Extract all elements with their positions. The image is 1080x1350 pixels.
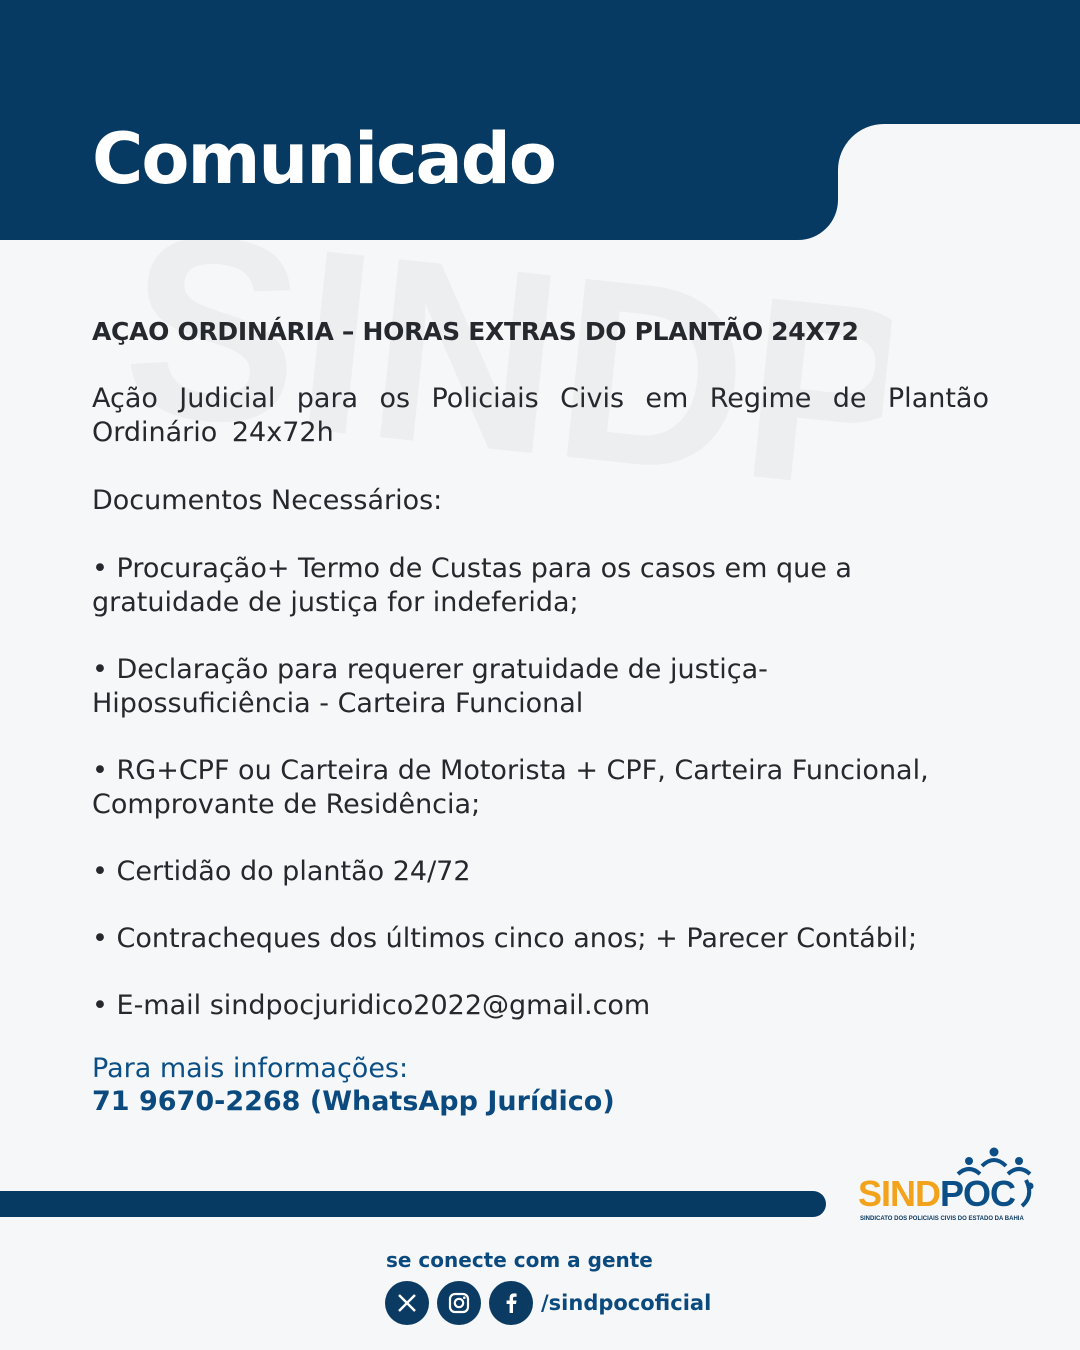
document-item: • Contracheques dos últimos cinco anos; + Parecer Contábil; (92, 923, 918, 954)
logo-subtitle: SINDICATO DOS POLICIAIS CIVIS DO ESTADO DA BAHIA (860, 1216, 1024, 1222)
email-item: • E-mail sindpocjuridico2022@gmail.com (92, 990, 651, 1021)
document-item: • RG+CPF ou Carteira de Motorista + CPF, Carteira Funcional, Comprovante de Residência; (92, 755, 929, 820)
sindpoc-logo (858, 1146, 1038, 1228)
social-links (385, 1281, 711, 1325)
announcement-intro: Ação Judicial para os Policiais Civis em Regime de Plantão Ordinário 24x72h (92, 383, 989, 448)
logo-wordmark: SINDPOC (858, 1173, 1016, 1214)
contact-info (92, 1052, 615, 1118)
x-icon[interactable] (385, 1281, 429, 1325)
contact-label: Para mais informações: (92, 1053, 409, 1084)
document-item: • Certidão do plantão 24/72 (92, 856, 471, 887)
facebook-icon[interactable] (489, 1281, 533, 1325)
header-corner (790, 196, 838, 240)
documents-label: Documentos Necessários: (92, 485, 443, 516)
document-item: • Procuração+ Termo de Custas para os casos em que a gratuidade de justiça for indeferida; (92, 553, 852, 618)
footer-bar (0, 1191, 826, 1217)
announcement-body (92, 316, 989, 1056)
document-item: • Declaração para requerer gratuidade de justiça- Hipossuficiência - Carteira Funcional (92, 654, 768, 719)
social-handle[interactable]: /sindpocoficial (541, 1291, 712, 1315)
header-notch (838, 124, 1080, 254)
contact-phone: 71 9670-2268 (WhatsApp Jurídico) (92, 1086, 615, 1117)
announcement-heading: AÇAO ORDINÁRIA – HORAS EXTRAS DO PLANTÃO 24X72 (92, 317, 859, 346)
page-title: Comunicado (92, 118, 555, 200)
instagram-icon[interactable] (437, 1281, 481, 1325)
connect-text: se conecte com a gente (386, 1248, 653, 1272)
